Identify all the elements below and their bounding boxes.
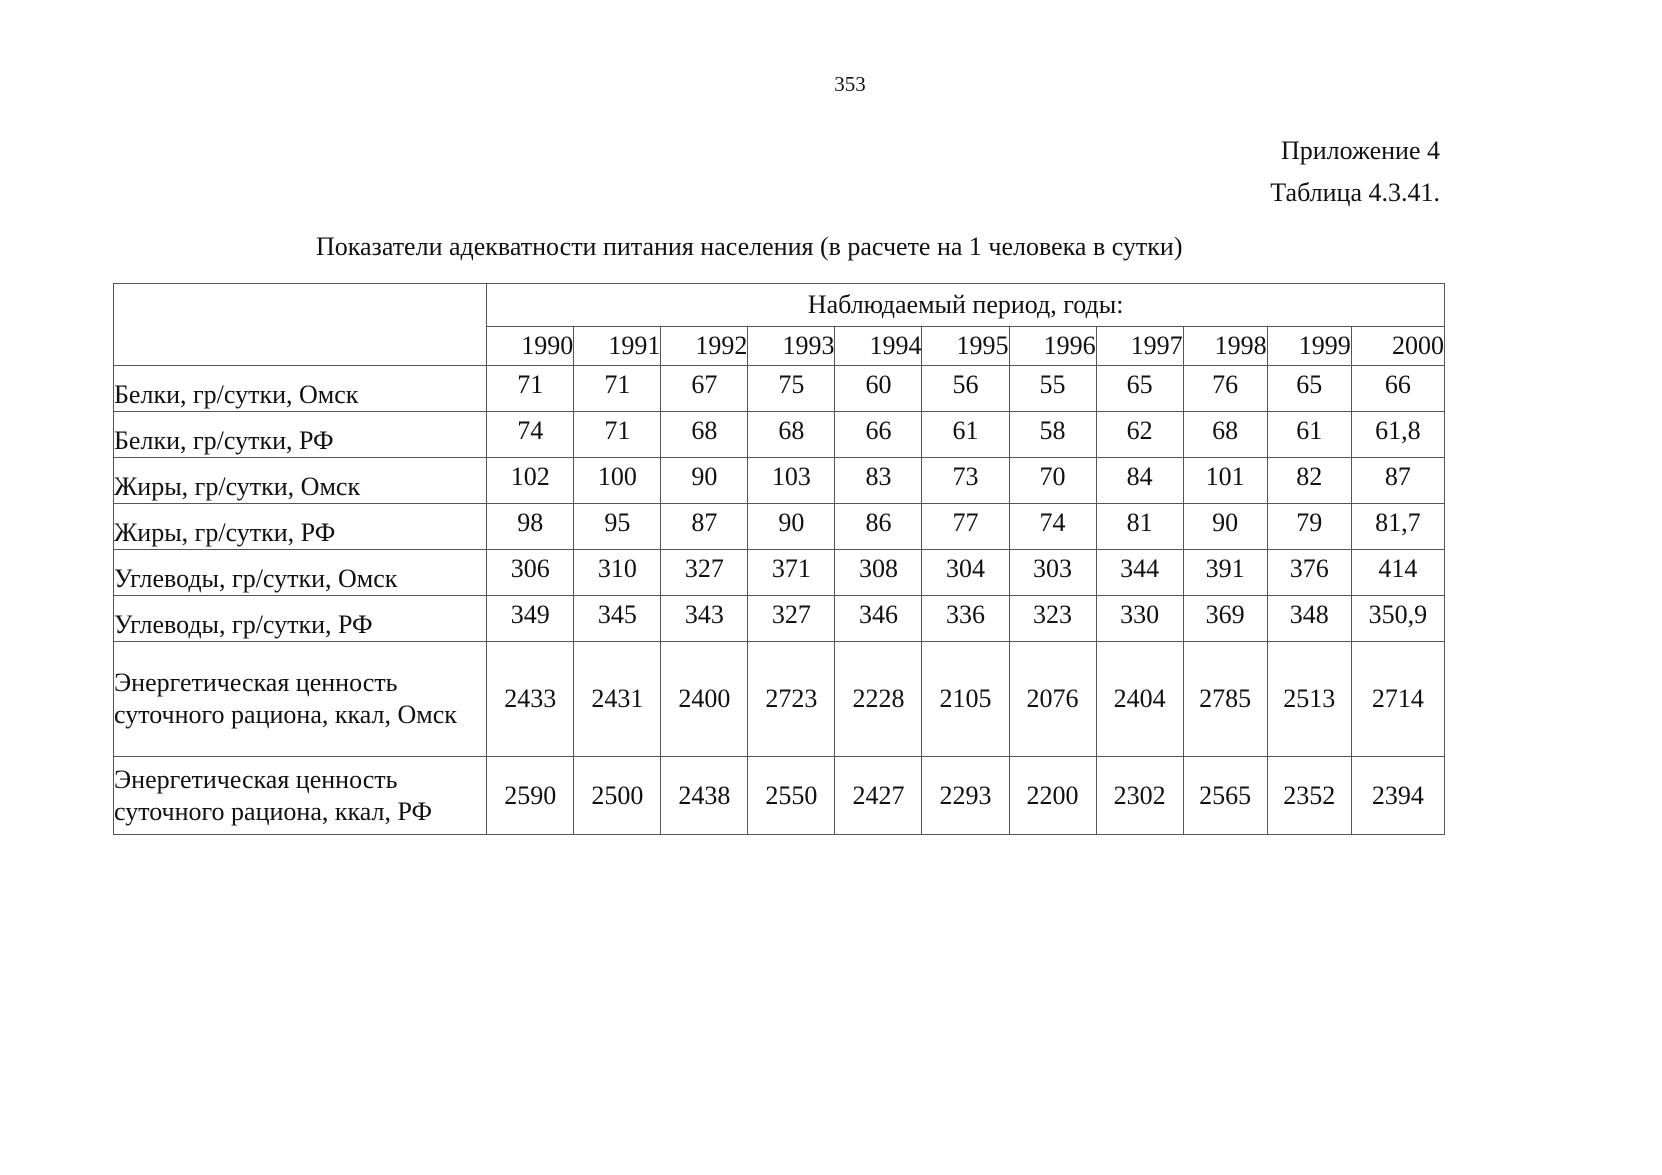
value-cell: 349: [487, 596, 574, 642]
value-cell: 103: [748, 458, 835, 504]
value-cell: 66: [835, 412, 922, 458]
value-cell: 2590: [487, 757, 574, 835]
year-header: 1998: [1183, 327, 1267, 366]
table-row: [114, 504, 1445, 550]
value-cell: 74: [487, 412, 574, 458]
value-cell: 2404: [1096, 642, 1183, 757]
row-label: Углеводы, гр/сутки, РФ: [114, 596, 487, 642]
value-cell: 56: [922, 366, 1009, 412]
nutrition-table: [113, 283, 1445, 835]
value-cell: 83: [835, 458, 922, 504]
value-cell: 2723: [748, 642, 835, 757]
value-cell: 61: [922, 412, 1009, 458]
value-cell: 76: [1183, 366, 1267, 412]
value-cell: 62: [1096, 412, 1183, 458]
header-row-period: [114, 284, 1445, 327]
table-row: [114, 412, 1445, 458]
table-row: [114, 642, 1445, 757]
value-cell: 73: [922, 458, 1009, 504]
value-cell: 2433: [487, 642, 574, 757]
table-row: [114, 458, 1445, 504]
value-cell: 376: [1267, 550, 1351, 596]
value-cell: 81,7: [1351, 504, 1444, 550]
appendix-label: Приложение 4: [1280, 136, 1440, 165]
value-cell: 60: [835, 366, 922, 412]
value-cell: 55: [1009, 366, 1096, 412]
value-cell: 414: [1351, 550, 1444, 596]
row-label: Жиры, гр/сутки, Омск: [114, 458, 487, 504]
value-cell: 2565: [1183, 757, 1267, 835]
value-cell: 330: [1096, 596, 1183, 642]
value-cell: 70: [1009, 458, 1096, 504]
value-cell: 348: [1267, 596, 1351, 642]
year-header: 1999: [1267, 327, 1351, 366]
value-cell: 371: [748, 550, 835, 596]
value-cell: 327: [748, 596, 835, 642]
value-cell: 2513: [1267, 642, 1351, 757]
value-cell: 87: [1351, 458, 1444, 504]
corner-cell: [114, 284, 487, 366]
value-cell: 71: [487, 366, 574, 412]
value-cell: 2500: [574, 757, 661, 835]
value-cell: 2293: [922, 757, 1009, 835]
table-row: [114, 596, 1445, 642]
value-cell: 67: [661, 366, 748, 412]
value-cell: 2400: [661, 642, 748, 757]
value-cell: 75: [748, 366, 835, 412]
value-cell: 306: [487, 550, 574, 596]
year-header: 1994: [835, 327, 922, 366]
value-cell: 65: [1267, 366, 1351, 412]
value-cell: 90: [661, 458, 748, 504]
value-cell: 2427: [835, 757, 922, 835]
value-cell: 82: [1267, 458, 1351, 504]
value-cell: 71: [574, 412, 661, 458]
page-number: 353: [834, 72, 866, 96]
table-row: [114, 757, 1445, 835]
row-label: Белки, гр/сутки, РФ: [114, 412, 487, 458]
table-row: [114, 366, 1445, 412]
value-cell: 2394: [1351, 757, 1444, 835]
value-cell: 65: [1096, 366, 1183, 412]
year-header: 1996: [1009, 327, 1096, 366]
value-cell: 327: [661, 550, 748, 596]
value-cell: 369: [1183, 596, 1267, 642]
table-number: Таблица 4.3.41.: [1270, 178, 1440, 207]
value-cell: 336: [922, 596, 1009, 642]
value-cell: 68: [1183, 412, 1267, 458]
period-header: Наблюдаемый период, годы:: [487, 284, 1445, 327]
value-cell: 303: [1009, 550, 1096, 596]
value-cell: 323: [1009, 596, 1096, 642]
value-cell: 58: [1009, 412, 1096, 458]
value-cell: 2431: [574, 642, 661, 757]
value-cell: 2105: [922, 642, 1009, 757]
row-label: Белки, гр/сутки, Омск: [114, 366, 487, 412]
value-cell: 2076: [1009, 642, 1096, 757]
value-cell: 2352: [1267, 757, 1351, 835]
year-header: 1995: [922, 327, 1009, 366]
value-cell: 77: [922, 504, 1009, 550]
value-cell: 345: [574, 596, 661, 642]
value-cell: 71: [574, 366, 661, 412]
value-cell: 74: [1009, 504, 1096, 550]
value-cell: 2200: [1009, 757, 1096, 835]
value-cell: 310: [574, 550, 661, 596]
year-header: 1997: [1096, 327, 1183, 366]
value-cell: 2438: [661, 757, 748, 835]
row-label: Энергетическая ценность суточного рациона, ккал, РФ: [114, 757, 487, 835]
value-cell: 304: [922, 550, 1009, 596]
row-label: Жиры, гр/сутки, РФ: [114, 504, 487, 550]
value-cell: 346: [835, 596, 922, 642]
table-title: Показатели адекватности питания населения (в расчете на 1 человека в сутки): [316, 232, 1183, 261]
value-cell: 61,8: [1351, 412, 1444, 458]
value-cell: 2302: [1096, 757, 1183, 835]
value-cell: 343: [661, 596, 748, 642]
value-cell: 90: [1183, 504, 1267, 550]
value-cell: 2785: [1183, 642, 1267, 757]
value-cell: 101: [1183, 458, 1267, 504]
value-cell: 90: [748, 504, 835, 550]
value-cell: 84: [1096, 458, 1183, 504]
table-row: [114, 550, 1445, 596]
value-cell: 79: [1267, 504, 1351, 550]
value-cell: 2228: [835, 642, 922, 757]
year-header: 1990: [487, 327, 574, 366]
value-cell: 344: [1096, 550, 1183, 596]
value-cell: 87: [661, 504, 748, 550]
value-cell: 350,9: [1351, 596, 1444, 642]
value-cell: 98: [487, 504, 574, 550]
row-label: Энергетическая ценность суточного рациона, ккал, Омск: [114, 642, 487, 757]
value-cell: 2714: [1351, 642, 1444, 757]
year-header: 1991: [574, 327, 661, 366]
value-cell: 95: [574, 504, 661, 550]
value-cell: 308: [835, 550, 922, 596]
value-cell: 68: [661, 412, 748, 458]
value-cell: 391: [1183, 550, 1267, 596]
year-header: 1992: [661, 327, 748, 366]
value-cell: 81: [1096, 504, 1183, 550]
value-cell: 100: [574, 458, 661, 504]
value-cell: 61: [1267, 412, 1351, 458]
value-cell: 68: [748, 412, 835, 458]
value-cell: 102: [487, 458, 574, 504]
value-cell: 86: [835, 504, 922, 550]
year-header: 1993: [748, 327, 835, 366]
value-cell: 2550: [748, 757, 835, 835]
row-label: Углеводы, гр/сутки, Омск: [114, 550, 487, 596]
value-cell: 66: [1351, 366, 1444, 412]
year-header: 2000: [1351, 327, 1444, 366]
